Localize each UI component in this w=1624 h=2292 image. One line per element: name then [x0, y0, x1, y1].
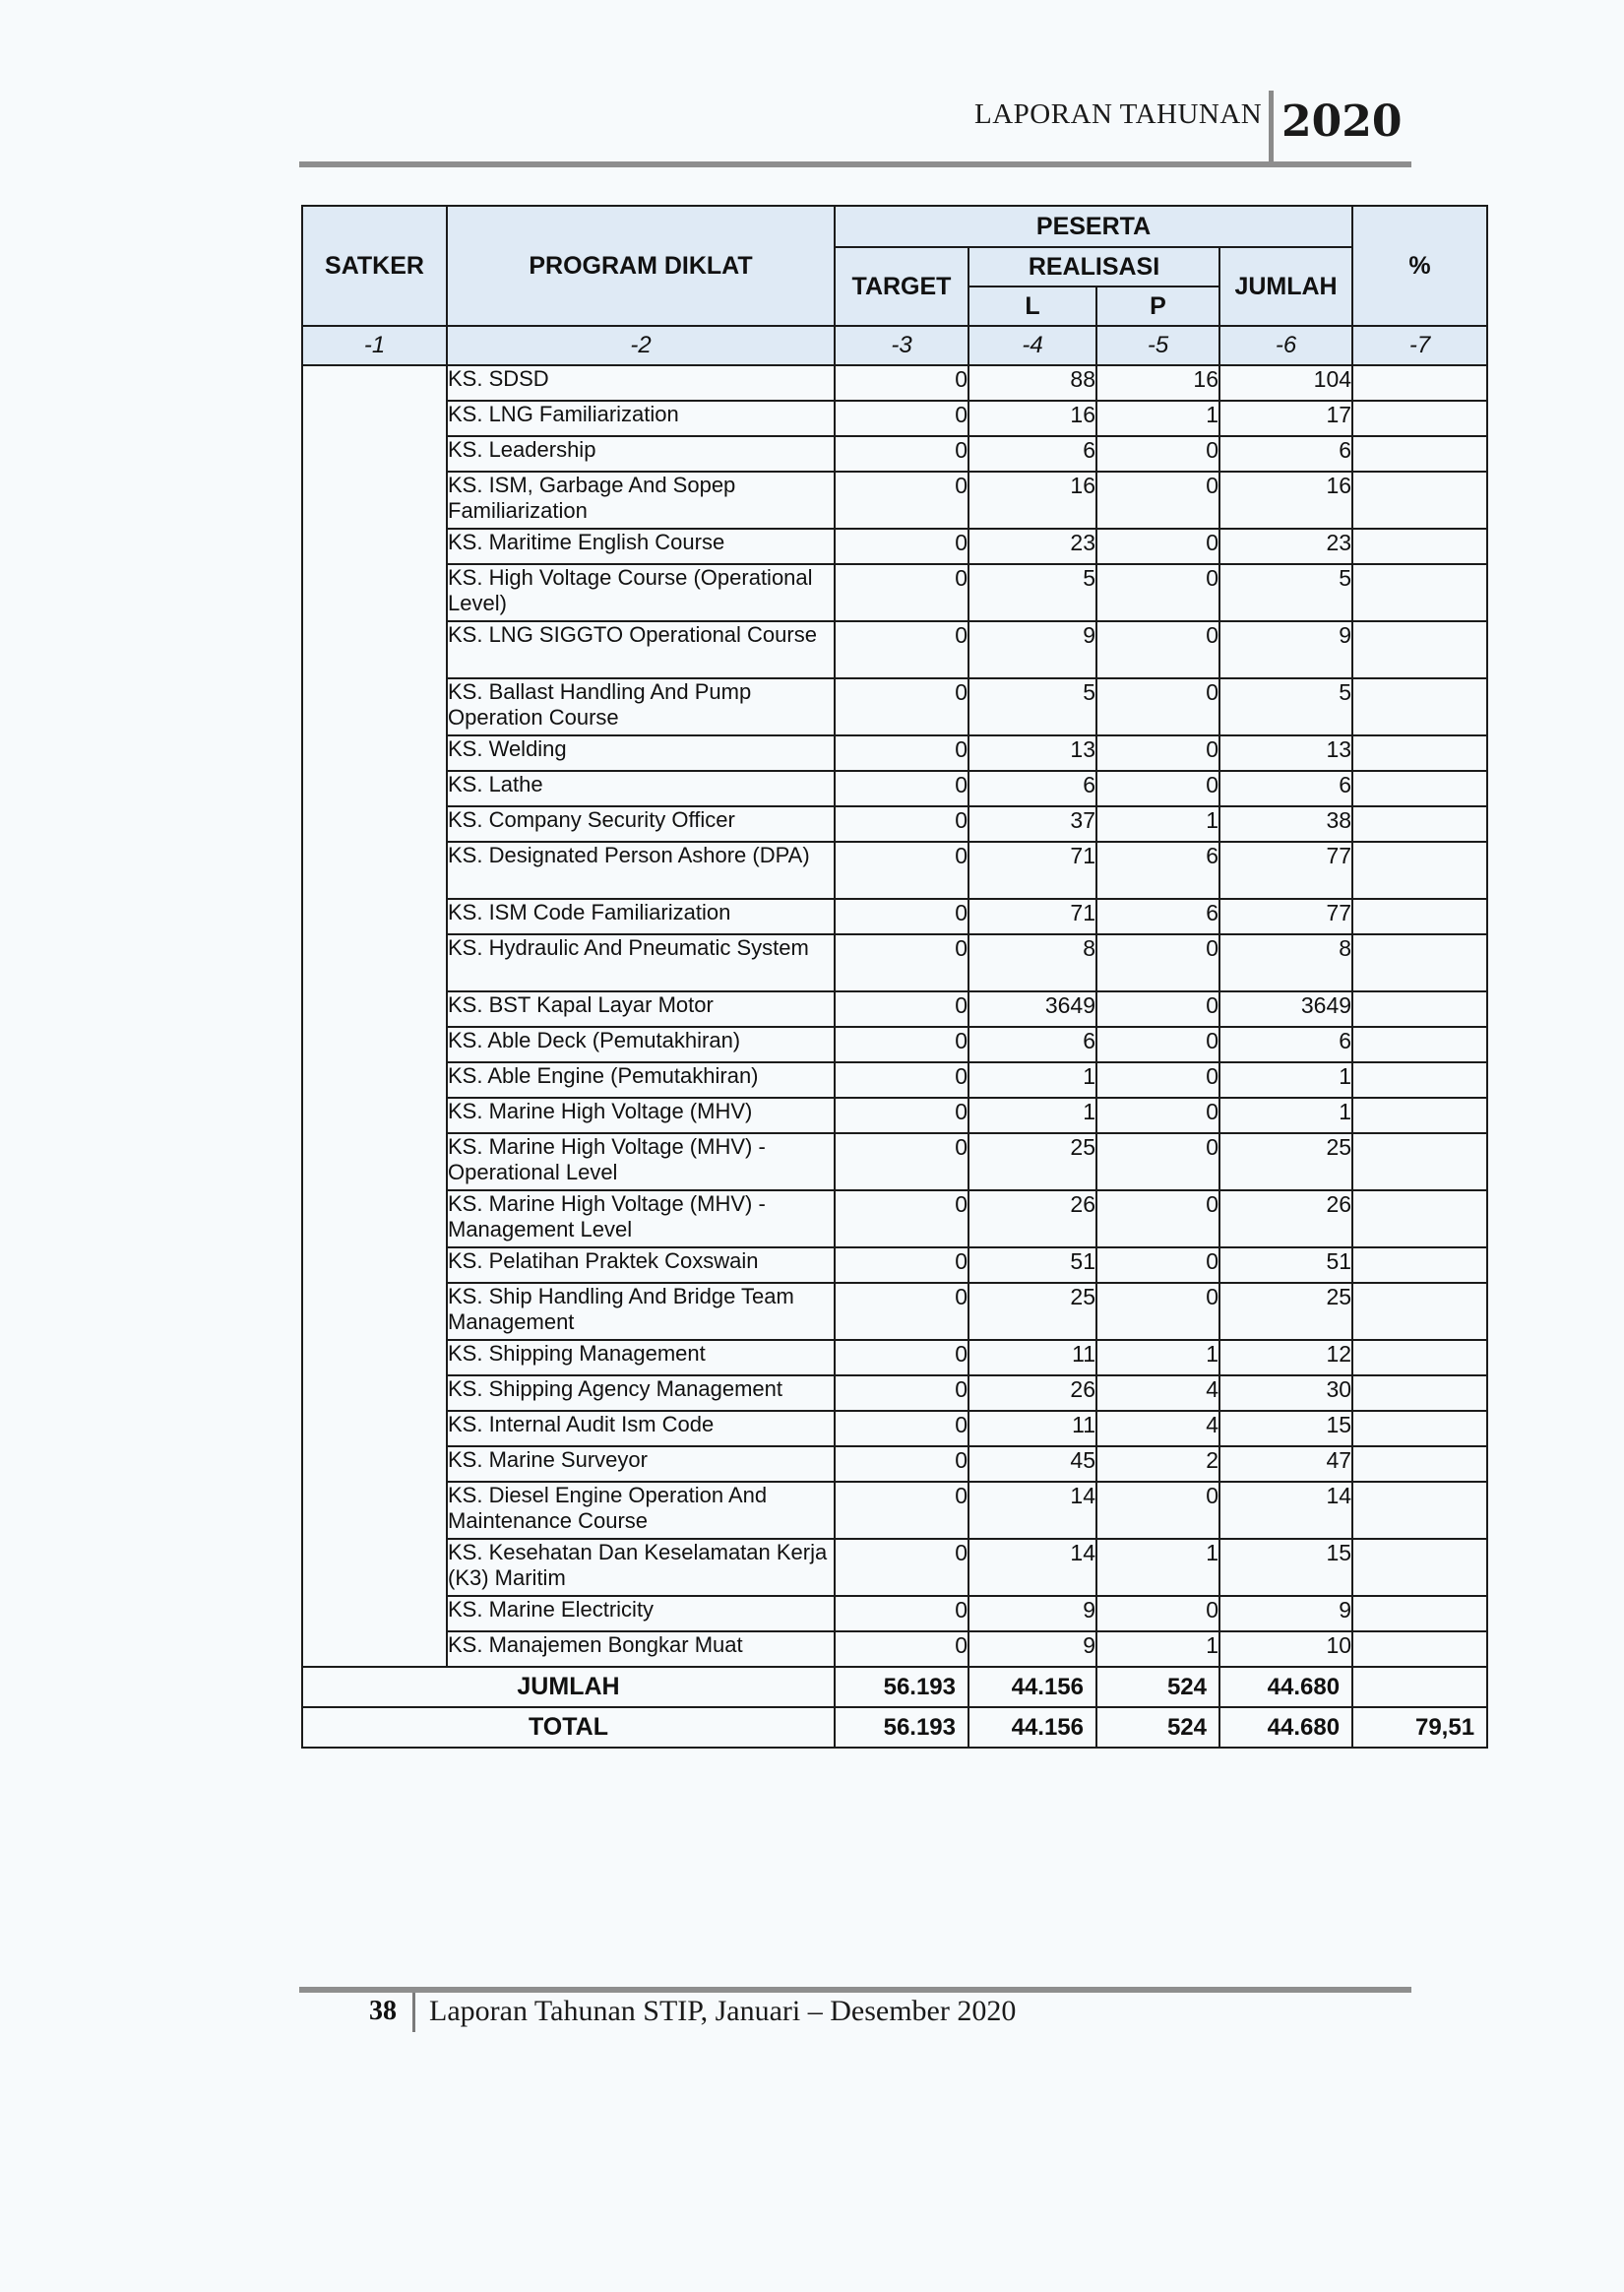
p-cell: 1 [1096, 1631, 1219, 1667]
l-cell: 88 [968, 365, 1096, 401]
p-cell: 4 [1096, 1411, 1219, 1446]
table-row [302, 1190, 1487, 1247]
p-cell: 0 [1096, 1283, 1219, 1340]
target-cell: 0 [835, 1098, 968, 1133]
target-cell: 0 [835, 621, 968, 678]
target-cell: 0 [835, 991, 968, 1027]
table-row [302, 529, 1487, 564]
percent-cell [1352, 1446, 1487, 1482]
l-cell: 16 [968, 401, 1096, 436]
jumlah-target: 56.193 [835, 1667, 968, 1707]
jumlah-cell: 1 [1219, 1062, 1352, 1098]
l-cell: 5 [968, 678, 1096, 735]
target-cell: 0 [835, 564, 968, 621]
header-peserta: PESERTA [835, 206, 1352, 247]
p-cell: 0 [1096, 529, 1219, 564]
table-row [302, 1133, 1487, 1190]
table-row [302, 771, 1487, 806]
jumlah-cell: 26 [1219, 1190, 1352, 1247]
column-number: -2 [447, 326, 835, 365]
jumlah-cell: 6 [1219, 1027, 1352, 1062]
program-cell: KS. Marine High Voltage (MHV) - Operational Level [447, 1133, 835, 1190]
target-cell: 0 [835, 735, 968, 771]
header-program-diklat: PROGRAM DIKLAT [447, 206, 835, 326]
jumlah-percent [1352, 1667, 1487, 1707]
table-row [302, 564, 1487, 621]
target-cell: 0 [835, 1062, 968, 1098]
target-cell: 0 [835, 1247, 968, 1283]
table-row [302, 1539, 1487, 1596]
target-cell: 0 [835, 529, 968, 564]
table-row [302, 991, 1487, 1027]
jumlah-cell: 15 [1219, 1411, 1352, 1446]
target-cell: 0 [835, 771, 968, 806]
jumlah-cell: 13 [1219, 735, 1352, 771]
program-cell: KS. LNG SIGGTO Operational Course [447, 621, 835, 678]
program-cell: KS. Manajemen Bongkar Muat [447, 1631, 835, 1667]
column-number: -1 [302, 326, 447, 365]
target-cell: 0 [835, 1283, 968, 1340]
header-divider [1269, 91, 1274, 167]
target-cell: 0 [835, 472, 968, 529]
column-number: -4 [968, 326, 1096, 365]
table-row [302, 1340, 1487, 1375]
p-cell: 1 [1096, 1539, 1219, 1596]
program-cell: KS. Lathe [447, 771, 835, 806]
p-cell: 0 [1096, 1133, 1219, 1190]
column-number: -5 [1096, 326, 1219, 365]
l-cell: 13 [968, 735, 1096, 771]
program-cell: KS. Hydraulic And Pneumatic System [447, 934, 835, 991]
p-cell: 0 [1096, 1247, 1219, 1283]
p-cell: 0 [1096, 1098, 1219, 1133]
percent-cell [1352, 735, 1487, 771]
program-cell: KS. Shipping Management [447, 1340, 835, 1375]
percent-cell [1352, 529, 1487, 564]
p-cell: 1 [1096, 401, 1219, 436]
percent-cell [1352, 991, 1487, 1027]
table-row [302, 842, 1487, 899]
l-cell: 5 [968, 564, 1096, 621]
total-row [302, 1707, 1487, 1748]
p-cell: 0 [1096, 1482, 1219, 1539]
table-row [302, 1062, 1487, 1098]
program-cell: KS. Marine Surveyor [447, 1446, 835, 1482]
l-cell: 14 [968, 1539, 1096, 1596]
percent-cell [1352, 1375, 1487, 1411]
table-row [302, 1446, 1487, 1482]
jumlah-cell: 47 [1219, 1446, 1352, 1482]
percent-cell [1352, 436, 1487, 472]
p-cell: 0 [1096, 1190, 1219, 1247]
percent-cell [1352, 564, 1487, 621]
table-row [302, 899, 1487, 934]
l-cell: 6 [968, 1027, 1096, 1062]
program-cell: KS. LNG Familiarization [447, 401, 835, 436]
jumlah-cell: 10 [1219, 1631, 1352, 1667]
percent-cell [1352, 934, 1487, 991]
l-cell: 6 [968, 771, 1096, 806]
program-cell: KS. Internal Audit Ism Code [447, 1411, 835, 1446]
target-cell: 0 [835, 1027, 968, 1062]
jumlah-cell: 25 [1219, 1283, 1352, 1340]
p-cell: 2 [1096, 1446, 1219, 1482]
percent-cell [1352, 1539, 1487, 1596]
target-cell: 0 [835, 1375, 968, 1411]
p-cell: 0 [1096, 472, 1219, 529]
target-cell: 0 [835, 1596, 968, 1631]
column-number: -7 [1352, 326, 1487, 365]
table-row [302, 365, 1487, 401]
jumlah-l: 44.156 [968, 1667, 1096, 1707]
p-cell: 6 [1096, 899, 1219, 934]
target-cell: 0 [835, 1133, 968, 1190]
p-cell: 0 [1096, 436, 1219, 472]
p-cell: 0 [1096, 1062, 1219, 1098]
p-cell: 16 [1096, 365, 1219, 401]
jumlah-cell: 30 [1219, 1375, 1352, 1411]
percent-cell [1352, 1283, 1487, 1340]
l-cell: 23 [968, 529, 1096, 564]
jumlah-cell: 5 [1219, 564, 1352, 621]
total-label: TOTAL [302, 1707, 835, 1748]
total-l: 44.156 [968, 1707, 1096, 1748]
target-cell: 0 [835, 899, 968, 934]
header-l: L [968, 286, 1096, 326]
satker-cell [302, 365, 447, 1667]
percent-cell [1352, 899, 1487, 934]
jumlah-cell: 14 [1219, 1482, 1352, 1539]
p-cell: 0 [1096, 735, 1219, 771]
target-cell: 0 [835, 1340, 968, 1375]
target-cell: 0 [835, 365, 968, 401]
percent-cell [1352, 1482, 1487, 1539]
percent-cell [1352, 1247, 1487, 1283]
jumlah-cell: 77 [1219, 899, 1352, 934]
program-cell: KS. High Voltage Course (Operational Level) [447, 564, 835, 621]
participants-table [301, 205, 1488, 1749]
table-row [302, 1027, 1487, 1062]
jumlah-cell: 6 [1219, 771, 1352, 806]
p-cell: 4 [1096, 1375, 1219, 1411]
l-cell: 26 [968, 1375, 1096, 1411]
program-cell: KS. Leadership [447, 436, 835, 472]
table-row [302, 1247, 1487, 1283]
p-cell: 0 [1096, 771, 1219, 806]
footer-divider [412, 1993, 415, 2032]
percent-cell [1352, 1340, 1487, 1375]
percent-cell [1352, 401, 1487, 436]
program-cell: KS. BST Kapal Layar Motor [447, 991, 835, 1027]
target-cell: 0 [835, 1411, 968, 1446]
l-cell: 9 [968, 1631, 1096, 1667]
header-target: TARGET [835, 247, 968, 326]
target-cell: 0 [835, 934, 968, 991]
jumlah-p: 524 [1096, 1667, 1219, 1707]
total-percent: 79,51 [1352, 1707, 1487, 1748]
program-cell: KS. Designated Person Ashore (DPA) [447, 842, 835, 899]
l-cell: 71 [968, 899, 1096, 934]
program-cell: KS. Able Engine (Pemutakhiran) [447, 1062, 835, 1098]
jumlah-cell: 77 [1219, 842, 1352, 899]
l-cell: 6 [968, 436, 1096, 472]
table-row [302, 436, 1487, 472]
header-rule [299, 161, 1411, 167]
percent-cell [1352, 1098, 1487, 1133]
table-row [302, 1631, 1487, 1667]
program-cell: KS. Able Deck (Pemutakhiran) [447, 1027, 835, 1062]
percent-cell [1352, 621, 1487, 678]
jumlah-cell: 51 [1219, 1247, 1352, 1283]
program-cell: KS. Ballast Handling And Pump Operation Course [447, 678, 835, 735]
target-cell: 0 [835, 1446, 968, 1482]
p-cell: 1 [1096, 1340, 1219, 1375]
l-cell: 9 [968, 1596, 1096, 1631]
jumlah-cell: 15 [1219, 1539, 1352, 1596]
p-cell: 0 [1096, 1027, 1219, 1062]
program-cell: KS. Shipping Agency Management [447, 1375, 835, 1411]
program-cell: KS. Marine High Voltage (MHV) [447, 1098, 835, 1133]
jumlah-cell: 38 [1219, 806, 1352, 842]
header-realisasi: REALISASI [968, 247, 1219, 286]
target-cell: 0 [835, 1539, 968, 1596]
p-cell: 0 [1096, 564, 1219, 621]
percent-cell [1352, 1062, 1487, 1098]
table-row [302, 1283, 1487, 1340]
jumlah-cell: 9 [1219, 621, 1352, 678]
column-number: -6 [1219, 326, 1352, 365]
footer-rule [299, 1987, 1411, 1993]
percent-cell [1352, 1596, 1487, 1631]
jumlah-cell: 16 [1219, 472, 1352, 529]
program-cell: KS. Kesehatan Dan Keselamatan Kerja (K3) Maritim [447, 1539, 835, 1596]
percent-cell [1352, 678, 1487, 735]
l-cell: 51 [968, 1247, 1096, 1283]
p-cell: 0 [1096, 934, 1219, 991]
p-cell: 0 [1096, 621, 1219, 678]
l-cell: 25 [968, 1133, 1096, 1190]
jumlah-cell: 1 [1219, 1098, 1352, 1133]
table-row [302, 621, 1487, 678]
program-cell: KS. ISM, Garbage And Sopep Familiarization [447, 472, 835, 529]
table-row [302, 1375, 1487, 1411]
program-cell: KS. Marine Electricity [447, 1596, 835, 1631]
l-cell: 11 [968, 1340, 1096, 1375]
percent-cell [1352, 842, 1487, 899]
l-cell: 9 [968, 621, 1096, 678]
table-row [302, 1482, 1487, 1539]
percent-cell [1352, 1133, 1487, 1190]
total-jumlah: 44.680 [1219, 1707, 1352, 1748]
percent-cell [1352, 1411, 1487, 1446]
p-cell: 0 [1096, 1596, 1219, 1631]
jumlah-label: JUMLAH [302, 1667, 835, 1707]
program-cell: KS. Marine High Voltage (MHV) - Management Level [447, 1190, 835, 1247]
p-cell: 1 [1096, 806, 1219, 842]
jumlah-cell: 3649 [1219, 991, 1352, 1027]
target-cell: 0 [835, 1482, 968, 1539]
program-cell: KS. SDSD [447, 365, 835, 401]
program-cell: KS. Ship Handling And Bridge Team Management [447, 1283, 835, 1340]
jumlah-cell: 104 [1219, 365, 1352, 401]
l-cell: 14 [968, 1482, 1096, 1539]
header-percent: % [1352, 206, 1487, 326]
jumlah-cell: 5 [1219, 678, 1352, 735]
percent-cell [1352, 1631, 1487, 1667]
table-body [302, 365, 1487, 1667]
l-cell: 1 [968, 1062, 1096, 1098]
l-cell: 37 [968, 806, 1096, 842]
table-row [302, 1098, 1487, 1133]
table-row [302, 678, 1487, 735]
jumlah-cell: 25 [1219, 1133, 1352, 1190]
p-cell: 0 [1096, 991, 1219, 1027]
l-cell: 45 [968, 1446, 1096, 1482]
jumlah-cell: 8 [1219, 934, 1352, 991]
l-cell: 71 [968, 842, 1096, 899]
total-p: 524 [1096, 1707, 1219, 1748]
table-row [302, 735, 1487, 771]
column-number: -3 [835, 326, 968, 365]
target-cell: 0 [835, 1190, 968, 1247]
jumlah-cell: 9 [1219, 1596, 1352, 1631]
program-cell: KS. Diesel Engine Operation And Maintenance Course [447, 1482, 835, 1539]
program-cell: KS. ISM Code Familiarization [447, 899, 835, 934]
l-cell: 25 [968, 1283, 1096, 1340]
header-jumlah: JUMLAH [1219, 247, 1352, 326]
report-header-title: LAPORAN TAHUNAN [974, 98, 1263, 130]
table-row [302, 472, 1487, 529]
program-cell: KS. Welding [447, 735, 835, 771]
jumlah-cell: 12 [1219, 1340, 1352, 1375]
target-cell: 0 [835, 842, 968, 899]
program-cell: KS. Pelatihan Praktek Coxswain [447, 1247, 835, 1283]
report-header-year: 2020 [1281, 96, 1403, 147]
l-cell: 11 [968, 1411, 1096, 1446]
p-cell: 0 [1096, 678, 1219, 735]
table-row [302, 934, 1487, 991]
table-row [302, 1596, 1487, 1631]
target-cell: 0 [835, 1631, 968, 1667]
header-satker: SATKER [302, 206, 447, 326]
header-p: P [1096, 286, 1219, 326]
percent-cell [1352, 771, 1487, 806]
jumlah-cell: 17 [1219, 401, 1352, 436]
total-target: 56.193 [835, 1707, 968, 1748]
target-cell: 0 [835, 678, 968, 735]
program-cell: KS. Company Security Officer [447, 806, 835, 842]
jumlah-cell: 23 [1219, 529, 1352, 564]
jumlah-row [302, 1667, 1487, 1707]
l-cell: 16 [968, 472, 1096, 529]
l-cell: 26 [968, 1190, 1096, 1247]
percent-cell [1352, 1027, 1487, 1062]
percent-cell [1352, 472, 1487, 529]
l-cell: 8 [968, 934, 1096, 991]
table-row [302, 1411, 1487, 1446]
target-cell: 0 [835, 436, 968, 472]
program-cell: KS. Maritime English Course [447, 529, 835, 564]
table-row [302, 401, 1487, 436]
l-cell: 1 [968, 1098, 1096, 1133]
p-cell: 6 [1096, 842, 1219, 899]
percent-cell [1352, 1190, 1487, 1247]
percent-cell [1352, 806, 1487, 842]
table-row [302, 806, 1487, 842]
page-number: 38 [369, 1996, 397, 2026]
jumlah-cell: 6 [1219, 436, 1352, 472]
footer-text: Laporan Tahunan STIP, Januari – Desember 2020 [429, 1995, 1017, 2027]
target-cell: 0 [835, 401, 968, 436]
percent-cell [1352, 365, 1487, 401]
jumlah-jumlah: 44.680 [1219, 1667, 1352, 1707]
target-cell: 0 [835, 806, 968, 842]
l-cell: 3649 [968, 991, 1096, 1027]
